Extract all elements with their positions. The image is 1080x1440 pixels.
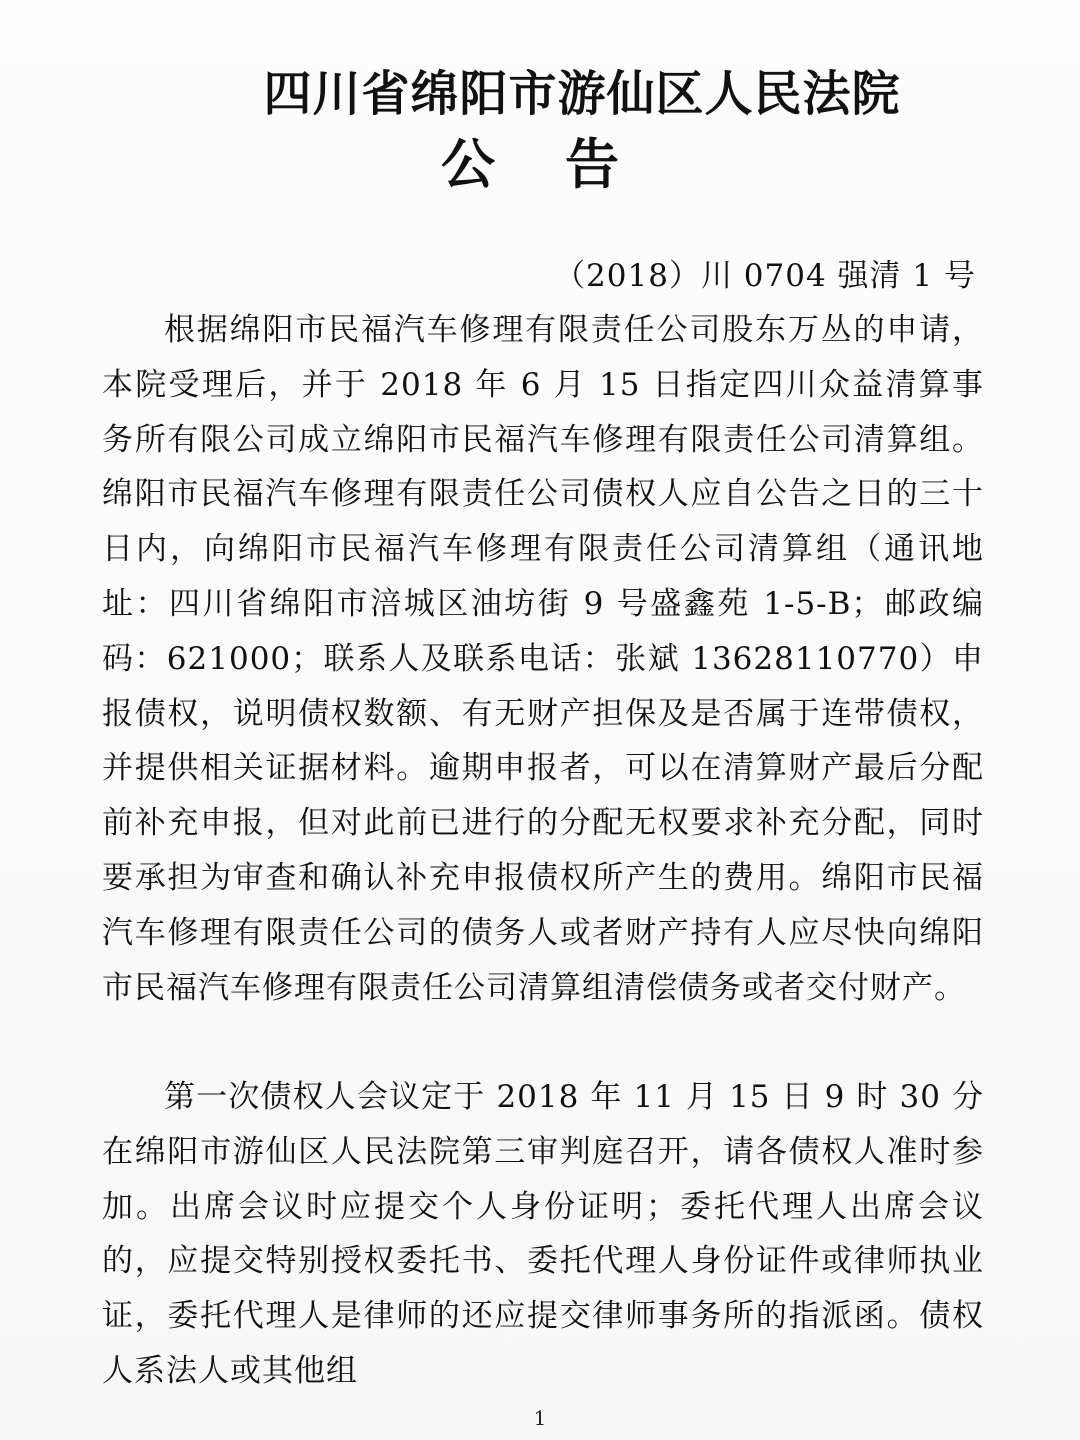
page-number: 1 bbox=[533, 1406, 547, 1430]
body-paragraph-1: 根据绵阳市民福汽车修理有限责任公司股东万丛的申请，本院受理后，并于 2018 年 6 月 15 日指定四川众益清算事务所有限公司成立绵阳市民福汽车修理有限责任公司清算组。绵阳市民福汽车修理有限责任公司债权人应自公告之日的三十日内，向绵阳市民福汽车修理有限责任公司清算组（通讯地址：四川省绵阳市涪城区油坊街 9 号盛鑫苑 1-5-B；邮政编码：621000；联系人及联系电话：张斌 13628110770）申报债权，说明债权数额、有无财产担保及是否属于连带债权，并提供相关证据材料。逾期申报者，可以在清算财产最后分配前补充申报，但对此前已进行的分配无权要求补充分配，同时要承担为审查和确认补充申报债权所产生的费用。绵阳市民福汽车修理有限责任公司的债务人或者财产持有人应尽快向绵阳市民福汽车修理有限责任公司清算组清偿债务或者交付财产。 bbox=[102, 312, 984, 1006]
body-paragraph-2: 第一次债权人会议定于 2018 年 11 月 15 日 9 时 30 分在绵阳市游仙区人民法院第三审判庭召开，请各债权人准时参加。出席会议时应提交个人身份证明；委托代理人出席会议的，应提交特别授权委托书、委托代理人身份证件或律师执业证，委托代理人是律师的还应提交律师事务所的指派函。债权人系法人或其他组 bbox=[102, 1079, 984, 1389]
case-number: （2018）川 0704 强清 1 号 bbox=[554, 258, 976, 294]
document-title: 公告 bbox=[441, 133, 689, 196]
court-name: 四川省绵阳市游仙区人民法院 bbox=[263, 66, 901, 122]
